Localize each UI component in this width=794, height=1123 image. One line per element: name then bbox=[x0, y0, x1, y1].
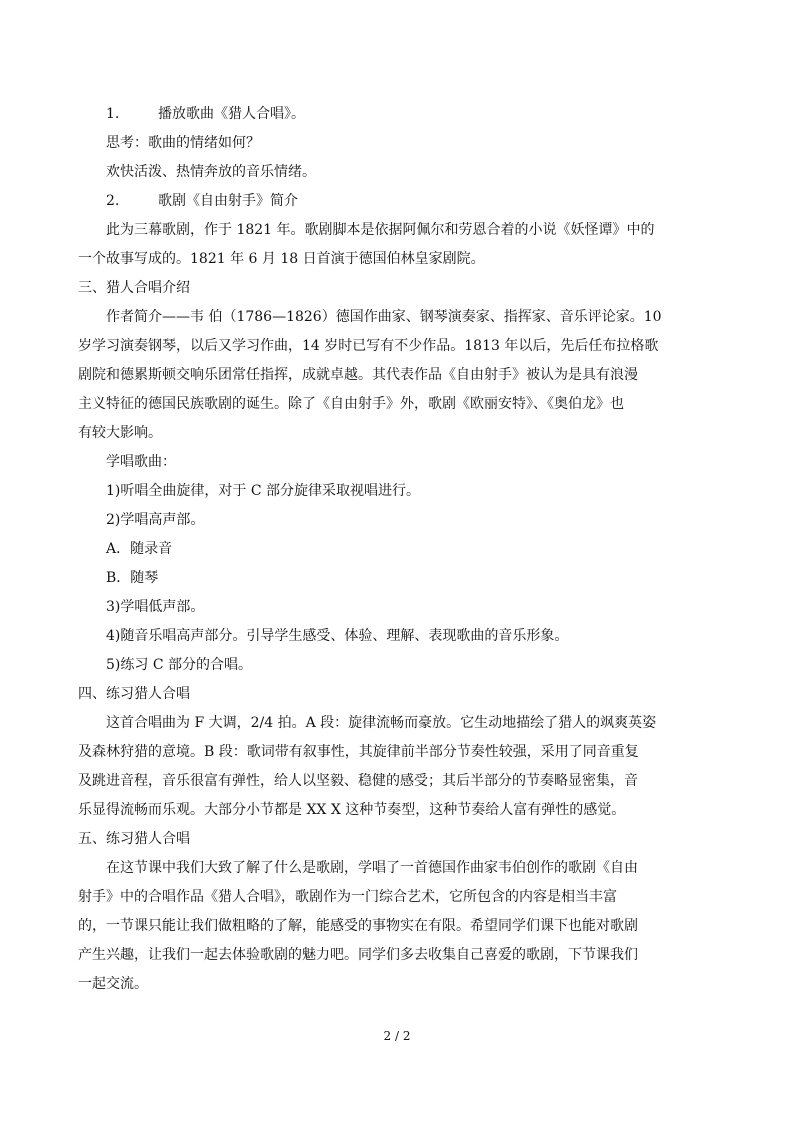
intro-line: 此为三幕歌剧，作于 1821 年。歌剧脚本是依据阿佩尔和劳恩合着的小说《妖怪谭》中的 bbox=[106, 222, 655, 238]
summary-line: 产生兴趣，让我们一起去体验歌剧的魅力吧。同学们多去收集自己喜爱的歌剧，下节课我们 bbox=[78, 947, 638, 963]
learn-step: A．随录音 bbox=[106, 541, 173, 557]
practice-line: 及森林狩猎的意境。B 段：歌词带有叙事性，其旋律前半部分节奏性较强，采用了同音重复 bbox=[78, 744, 639, 760]
learn-step: 2)学唱高声部。 bbox=[106, 512, 205, 528]
author-line: 作者简介——韦 伯（1786—1826）德国作曲家、钢琴演奏家、指挥家、音乐评论家。10 bbox=[106, 309, 662, 325]
think-answer: 欢快活泼、热情奔放的音乐情绪。 bbox=[106, 164, 316, 180]
practice-line: 及跳进音程，音乐很富有弹性，给人以坚毅、稳健的感受；其后半部分的节奏略显密集，音 bbox=[78, 773, 638, 789]
learn-title: 学唱歌曲： bbox=[106, 454, 176, 470]
summary-line: 在这节课中我们大致了解了什么是歌剧，学唱了一首德国作曲家韦伯创作的歌剧《自由 bbox=[106, 860, 638, 876]
author-line: 岁学习演奏钢琴，以后又学习作曲，14 岁时已写有不少作品。1813 年以后，先后任布拉格歌 bbox=[78, 338, 659, 354]
page-number: 2 / 2 bbox=[383, 1029, 411, 1043]
list-text: 歌剧《自由射手》简介 bbox=[158, 193, 298, 209]
learn-step: 3)学唱低声部。 bbox=[106, 599, 205, 615]
author-line: 有较大影响。 bbox=[78, 425, 162, 441]
list-item-2 bbox=[106, 191, 298, 211]
think-question: 思考：歌曲的情绪如何？ bbox=[106, 135, 260, 151]
list-text: 播放歌曲《猎人合唱》。 bbox=[158, 106, 305, 122]
practice-line: 这首合唱曲为 F 大调，2/4 拍。A 段：旋律流畅而豪放。它生动地描绘了猎人的飒爽英姿 bbox=[106, 715, 657, 731]
author-line: 剧院和德累斯顿交响乐团常任指挥，成就卓越。其代表作品《自由射手》被认为是具有浪漫 bbox=[78, 367, 638, 383]
summary-line: 的，一节课只能让我们做粗略的了解，能感受的事物实在有限。希望同学们课下也能对歌剧 bbox=[78, 918, 638, 934]
section-heading: 五、练习猎人合唱 bbox=[78, 831, 190, 847]
author-line: 主义特征的德国民族歌剧的诞生。除了《自由射手》外，歌剧《欧丽安特》、《奥伯龙》也 bbox=[78, 396, 624, 412]
list-number: 2. bbox=[106, 193, 120, 209]
learn-step: 1)听唱全曲旋律，对于 C 部分旋律采取视唱进行。 bbox=[106, 483, 420, 499]
section-heading: 四、练习猎人合唱 bbox=[78, 686, 190, 702]
practice-line: 乐显得流畅而乐观。大部分小节都是 XX X 这种节奏型，这种节奏给人富有弹性的感觉。 bbox=[78, 802, 626, 818]
section-heading: 三、猎人合唱介绍 bbox=[78, 280, 190, 296]
learn-step: 4)随音乐唱高声部分。引导学生感受、体验、理解、表现歌曲的音乐形象。 bbox=[106, 628, 569, 644]
list-item-1 bbox=[106, 104, 305, 124]
list-number: 1. bbox=[106, 106, 120, 122]
learn-step: B．随琴 bbox=[106, 570, 159, 586]
summary-line: 一起交流。 bbox=[78, 976, 148, 992]
learn-step: 5)练习 C 部分的合唱。 bbox=[106, 657, 252, 673]
summary-line: 射手》中的合唱作品《猎人合唱》，歌剧作为一门综合艺术，它所包含的内容是相当丰富 bbox=[78, 889, 617, 905]
intro-line: 一个故事写成的。1821 年 6 月 18 日首演于德国伯林皇家剧院。 bbox=[78, 251, 485, 267]
